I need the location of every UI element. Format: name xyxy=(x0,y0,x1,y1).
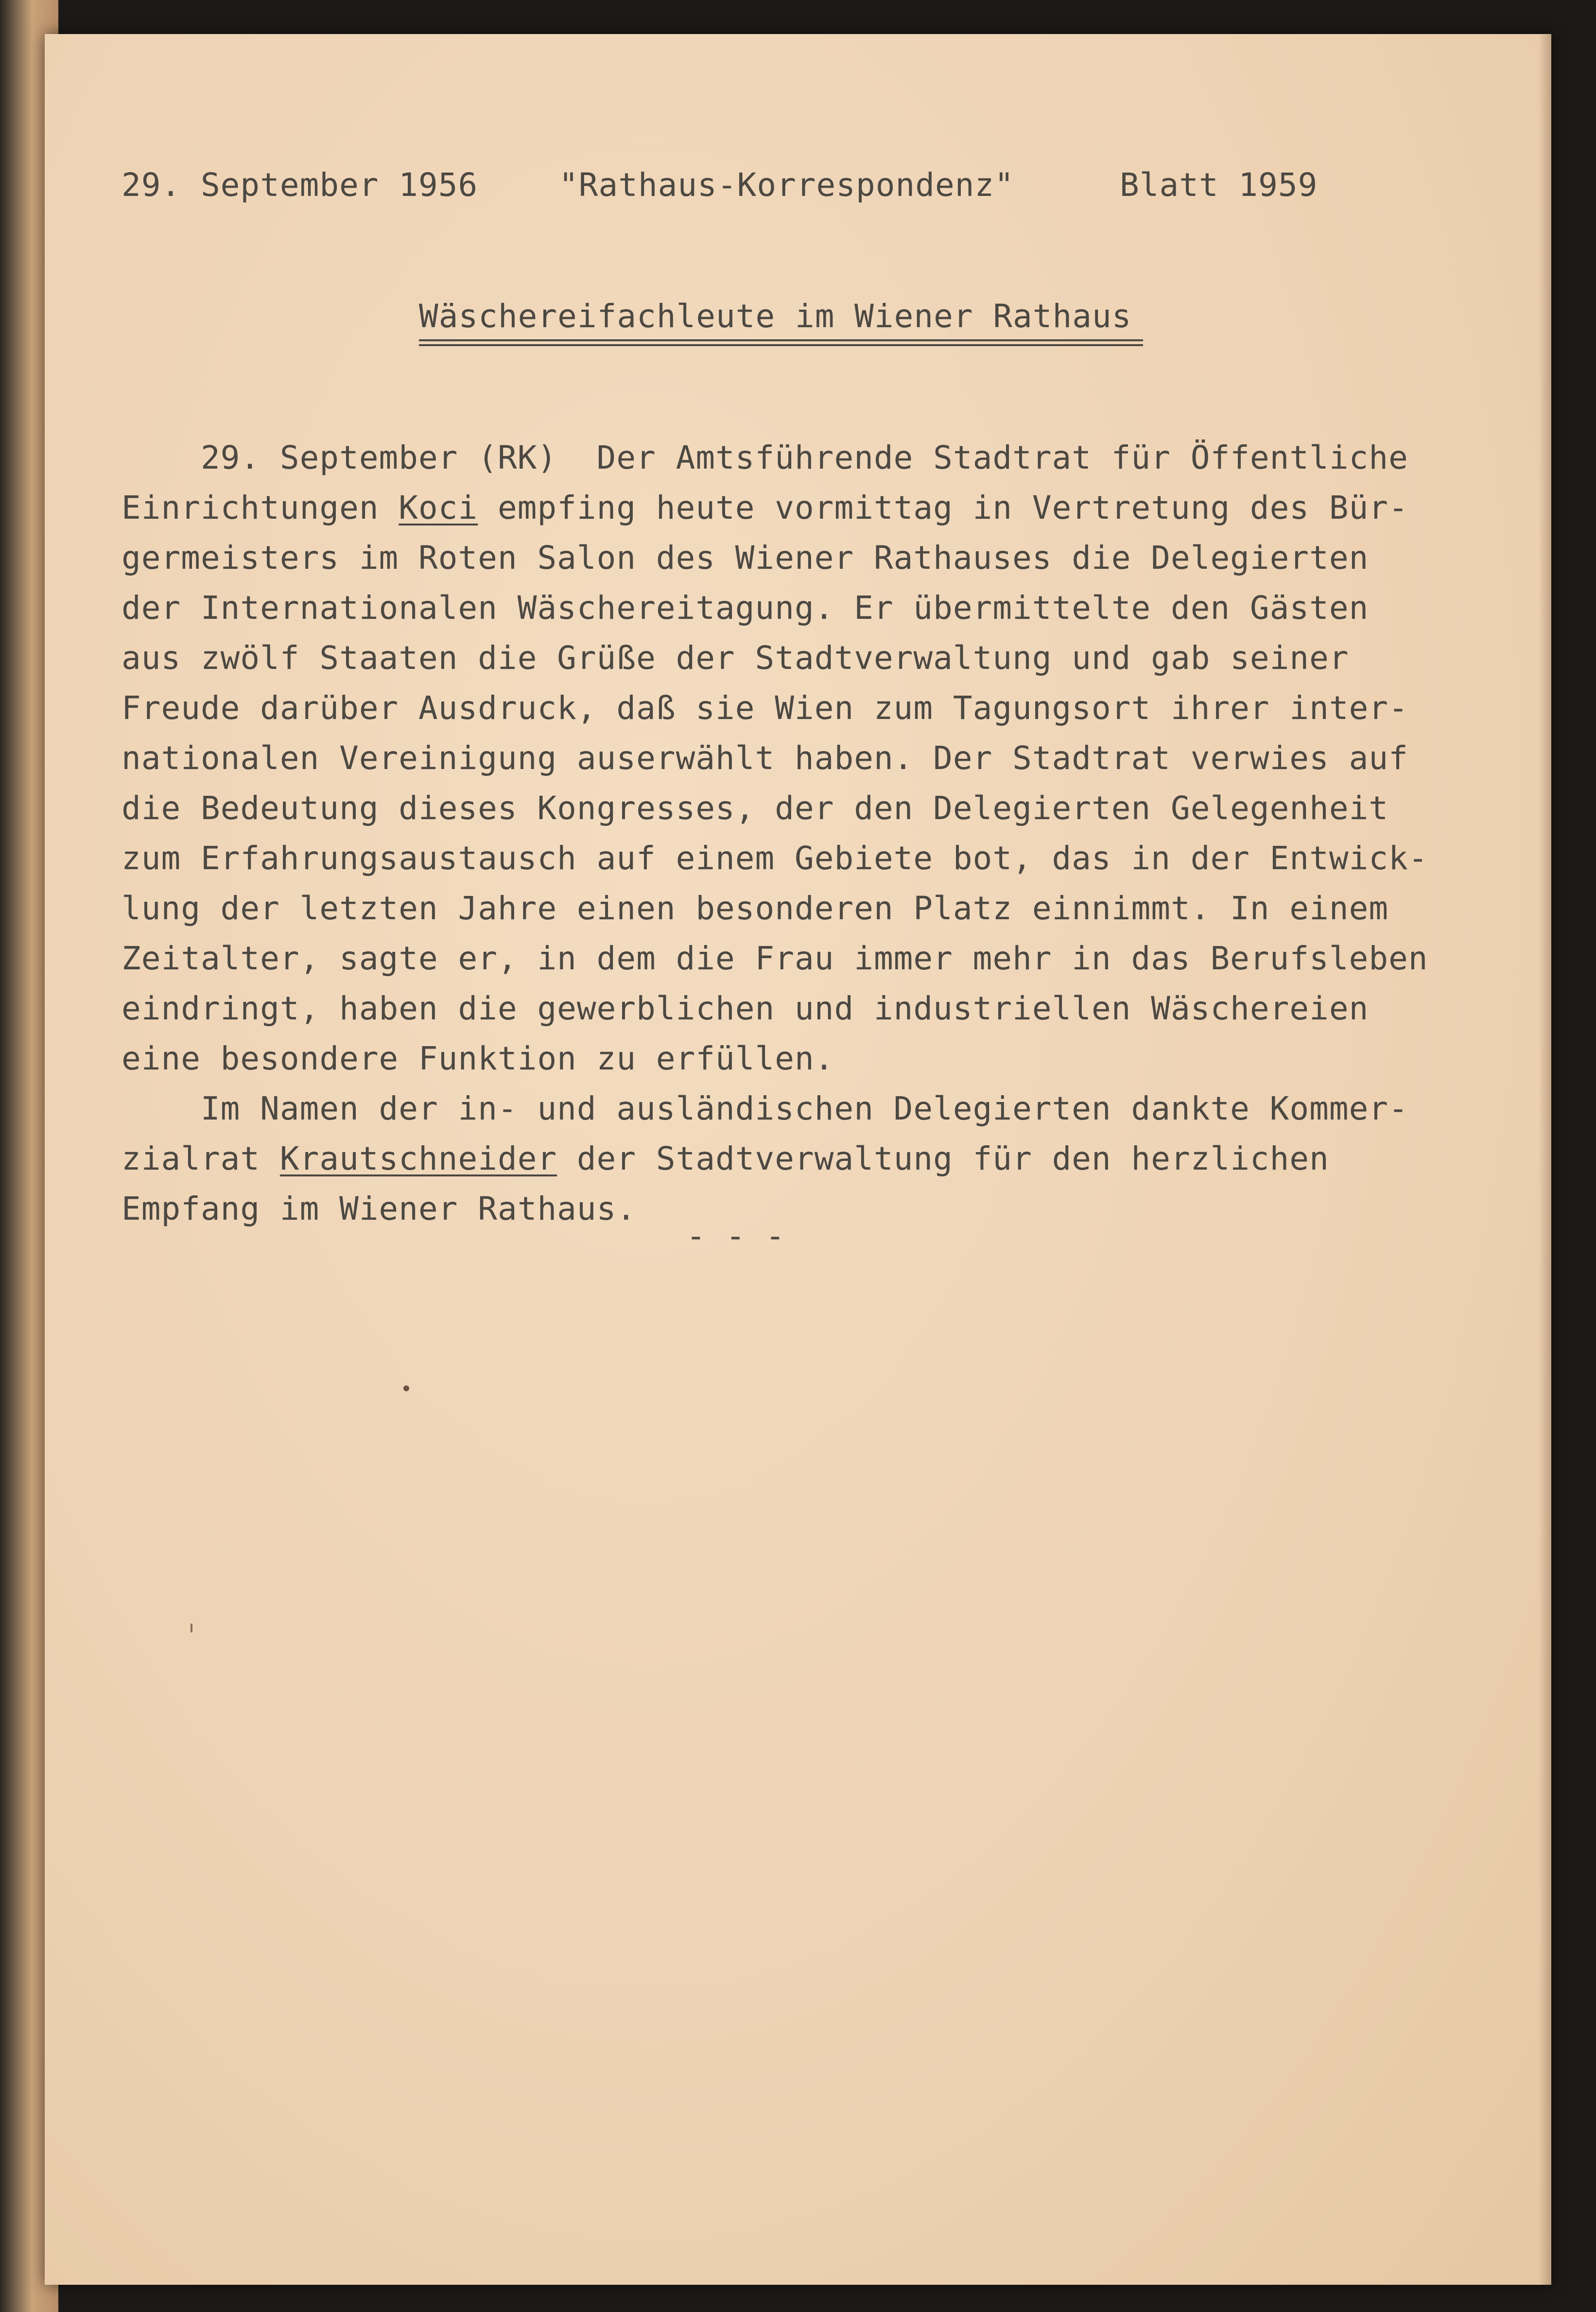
article-title: Wäschereifachleute im Wiener Rathaus xyxy=(419,298,1132,335)
line-text: lung der letzten Jahre einen besonderen Platz einnimmt. In einem xyxy=(121,890,1389,927)
article-line xyxy=(121,583,1531,633)
article-line xyxy=(121,833,1531,883)
article-line xyxy=(121,933,1531,983)
article-line xyxy=(121,883,1531,933)
page-edge-shadow xyxy=(1539,34,1551,2285)
line-text: zum Erfahrungsaustausch auf einem Gebiete bot, das in der Entwick- xyxy=(121,840,1428,877)
article-line xyxy=(121,1033,1531,1084)
article-line xyxy=(121,633,1531,683)
article-line xyxy=(121,733,1531,783)
article-body xyxy=(121,433,1531,1234)
article-line xyxy=(121,433,1531,483)
title-double-underline xyxy=(419,339,1143,341)
article-line xyxy=(121,783,1531,833)
line-text: Einrichtungen xyxy=(121,489,399,526)
line-text: eine besondere Funktion zu erfüllen. xyxy=(121,1040,834,1077)
article-line xyxy=(121,483,1531,533)
line-text: die Bedeutung dieses Kongresses, der den Delegierten Gelegenheit xyxy=(121,789,1389,827)
underlined-name: Koci xyxy=(399,489,478,526)
line-text: der Stadtverwaltung für den herzlichen xyxy=(557,1140,1329,1177)
line-text: aus zwölf Staaten die Grüße der Stadtverwaltung und gab seiner xyxy=(121,639,1349,677)
article-line xyxy=(121,1184,1531,1234)
article-line xyxy=(121,533,1531,583)
article-line xyxy=(121,1134,1531,1184)
line-text: Im Namen der in- und ausländischen Delegierten dankte Kommer- xyxy=(121,1090,1408,1127)
paper-speck xyxy=(191,1624,192,1632)
line-text: 29. September (RK) Der Amtsführende Stadtrat für Öffentliche xyxy=(121,439,1408,476)
document-page xyxy=(45,34,1551,2285)
header-source: "Rathaus-Korrespondenz" xyxy=(559,166,1014,204)
header-sheet-number: Blatt 1959 xyxy=(1120,166,1318,204)
underlined-name: Krautschneider xyxy=(279,1140,557,1177)
article-line xyxy=(121,983,1531,1033)
line-text: eindringt, haben die gewerblichen und industriellen Wäschereien xyxy=(121,990,1369,1027)
line-text: germeisters im Roten Salon des Wiener Rathauses die Delegierten xyxy=(121,539,1369,577)
end-mark: - - - xyxy=(686,1217,785,1255)
line-text: Freude darüber Ausdruck, daß sie Wien zum Tagungsort ihrer inter- xyxy=(121,689,1408,727)
line-text: der Internationalen Wäschereitagung. Er übermittelte den Gästen xyxy=(121,589,1369,627)
paper-speck xyxy=(403,1385,409,1391)
line-text: nationalen Vereinigung auserwählt haben. Der Stadtrat verwies auf xyxy=(121,739,1408,777)
line-text: Zeitalter, sagte er, in dem die Frau immer mehr in das Berufsleben xyxy=(121,940,1428,977)
article-line xyxy=(121,1084,1531,1134)
line-text: empfing heute vormittag in Vertretung des Bür- xyxy=(478,489,1408,526)
line-text: Empfang im Wiener Rathaus. xyxy=(121,1190,637,1227)
article-line xyxy=(121,683,1531,733)
line-text: zialrat xyxy=(121,1140,280,1177)
header-date: 29. September 1956 xyxy=(121,166,478,204)
